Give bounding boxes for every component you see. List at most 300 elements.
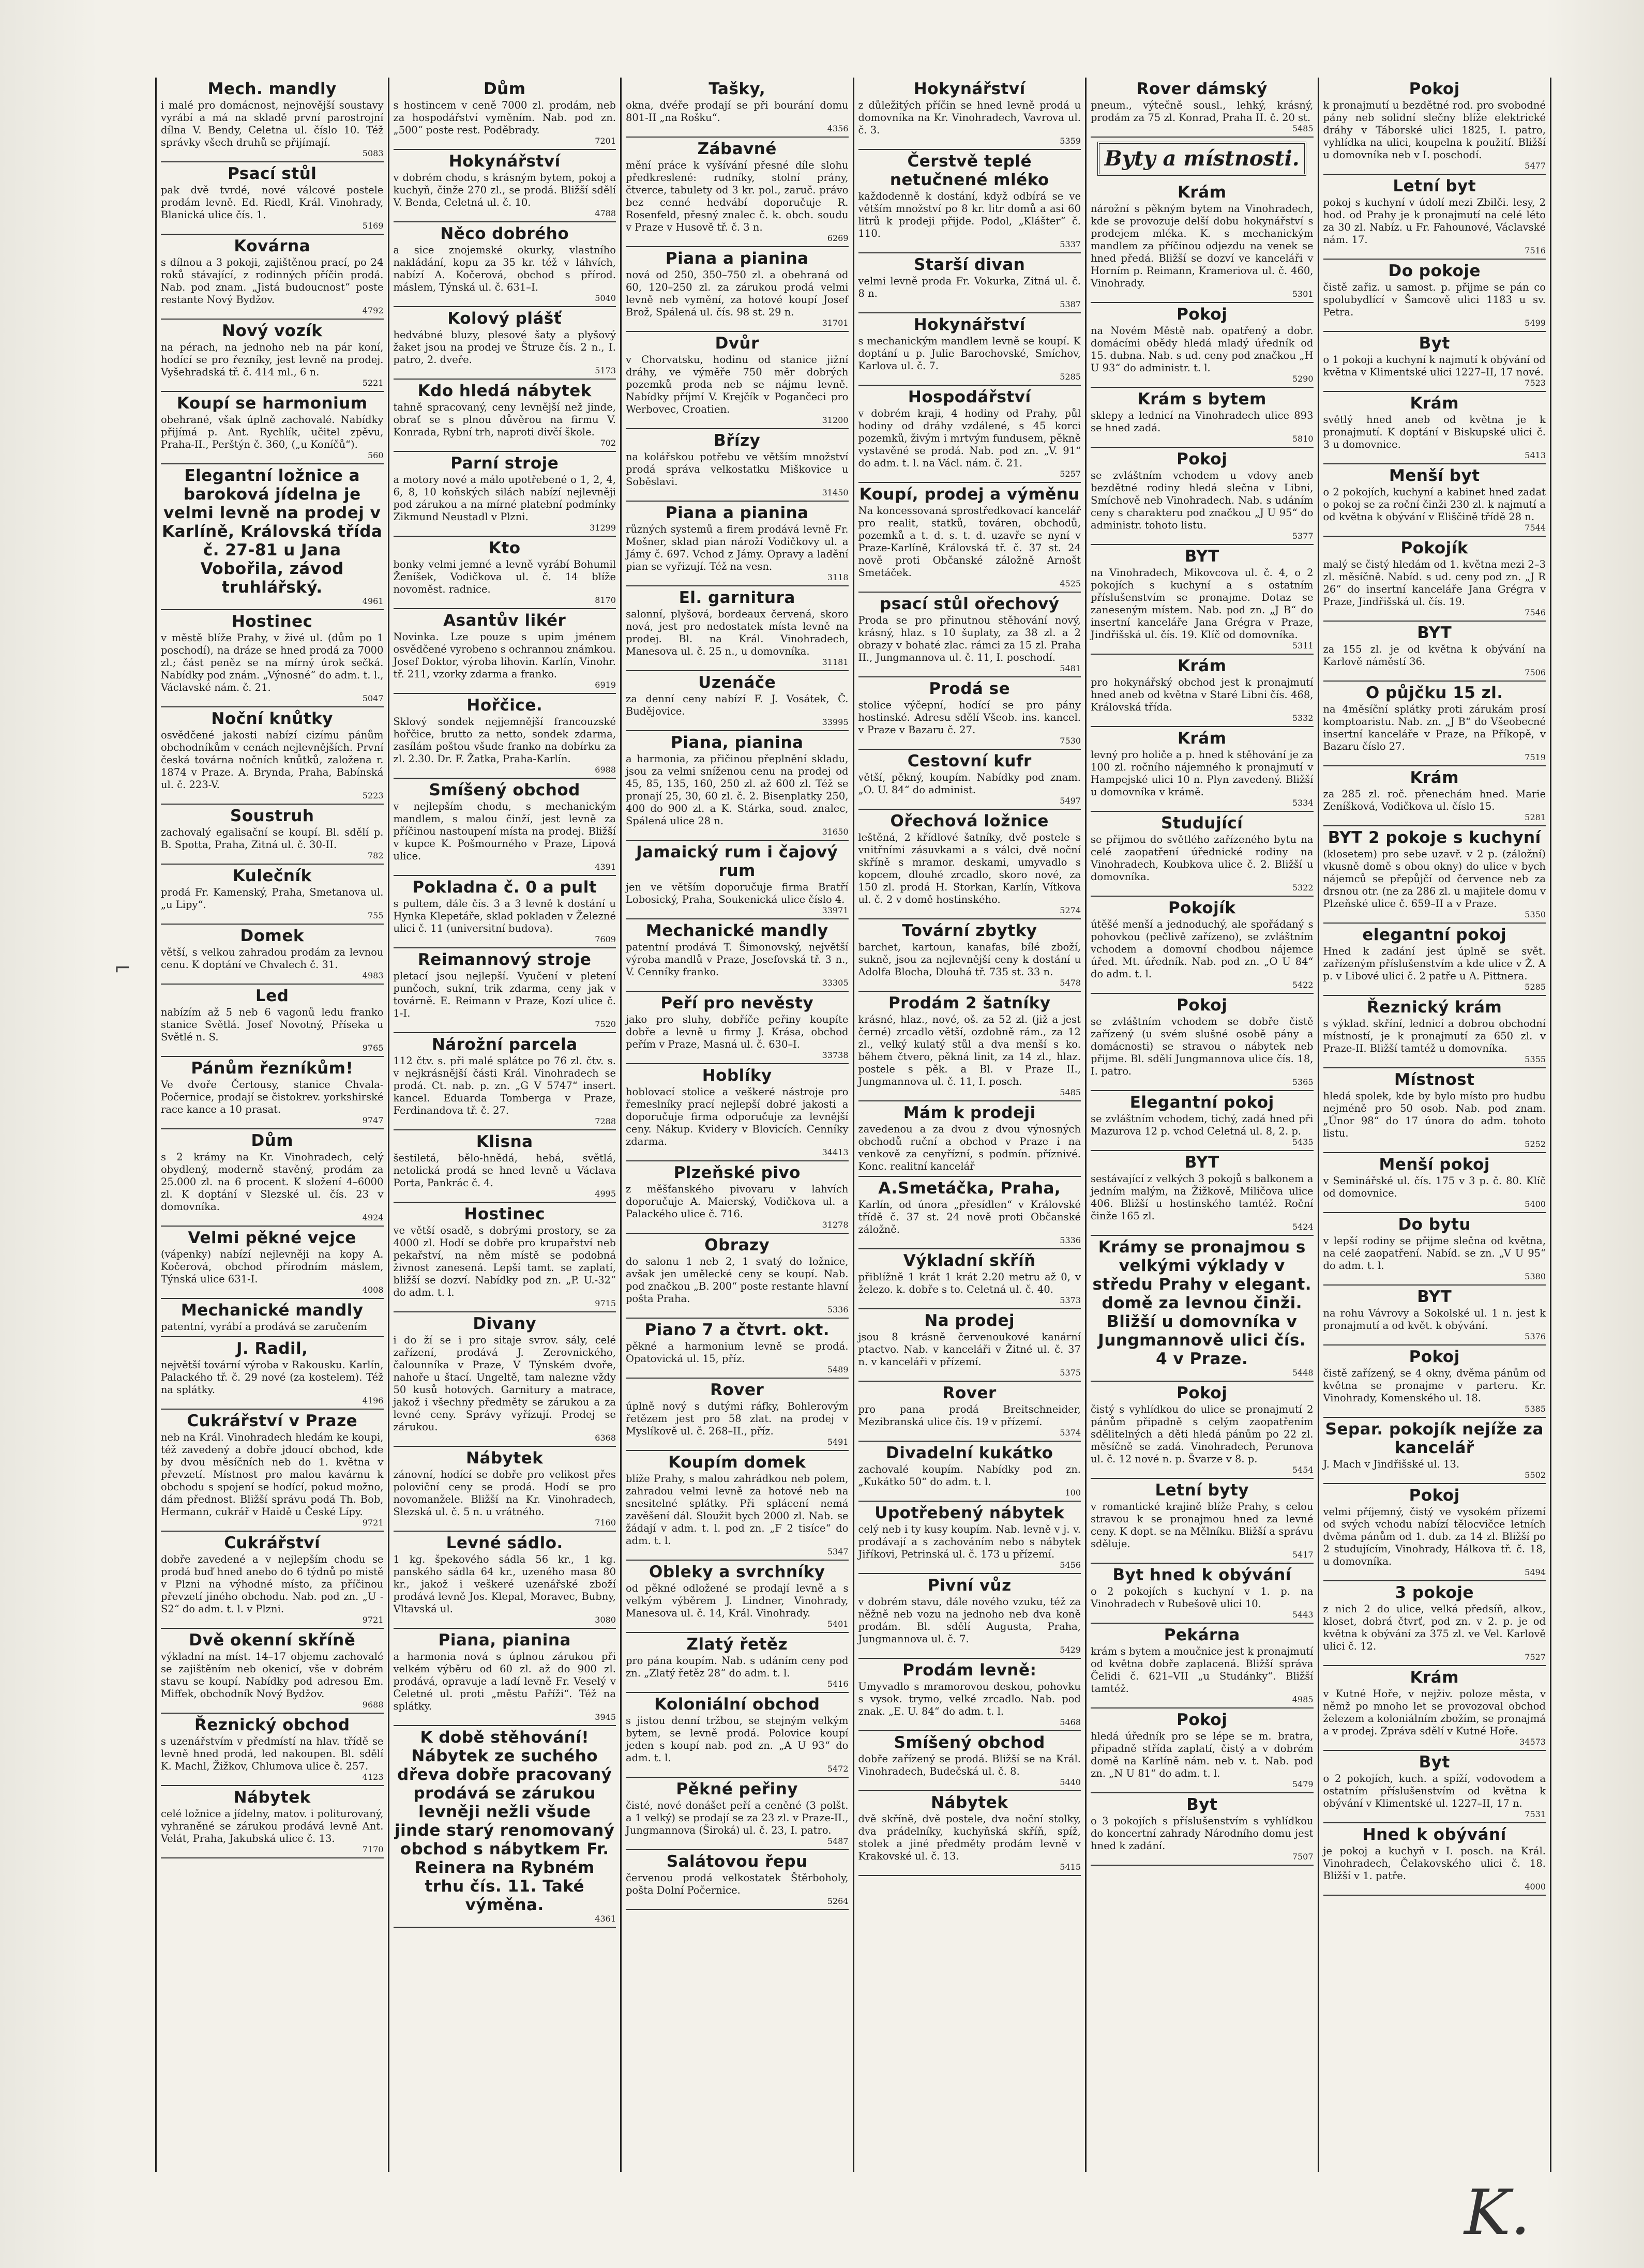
ad-heading: BYT (1417, 1288, 1452, 1306)
ad-heading: Hoblíky (702, 1066, 772, 1085)
ad-number: 5385 (1525, 1404, 1546, 1414)
ad-body: čistě zařiz. u samost. p. přijme se pán co spolubydlící v Šamcově ulici 1183 u sv. Petra. (1323, 281, 1546, 318)
ad-body: na rohu Vávrovy a Sokolské ul. 1 n. jest k pronajmutí a od květ. k obývání. (1323, 1307, 1546, 1332)
classified-ad (161, 805, 384, 865)
classified-ad (858, 1659, 1081, 1731)
classified-ad (626, 1561, 849, 1633)
ad-number: 5040 (595, 293, 616, 303)
classified-ad (1323, 537, 1546, 622)
ad-number: 8170 (595, 595, 616, 605)
ad-number: 560 (367, 450, 384, 460)
ad-heading: Řeznický krám (1367, 998, 1502, 1017)
ad-body: se zvláštním vchodem se dobře čistě zařízený (u svém slušné osobě pány a domácnosti) se stravou o nábytek neb přijme. Bl. sdělí Jungmannova ulice čís. 18, I. patro. (1091, 1016, 1314, 1077)
ad-heading: El. garnitura (678, 588, 795, 607)
column-6 (1319, 78, 1552, 2172)
ad-body: šestiletá, bělo-hnědá, hebá, světlá, netolická prodá se hned levně u Václava Porta, Pankrác č. 4. (393, 1152, 616, 1189)
ad-heading: Kulečník (232, 867, 312, 885)
ad-heading: Byt (1419, 1753, 1450, 1772)
ad-body: nová od 250, 350–750 zl. a obehraná od 60, 120–250 zl. za zárukou prodá velmi levně neb vymění, za hotové koupí Josef Brož, Spálená ul. čís. 98 st. 29 n. (626, 269, 849, 318)
ad-heading: Kolový plášť (447, 309, 562, 328)
ad-body: neb na Král. Vinohradech hledám ke koupi, též zavedený a dobře jdoucí obchod, kde by dvou měsíčních neb do 1. května v převzetí. Místnost pro malou kavárnu k obchodu s spojení se hodící, pokud možno, dám přednost. Bližší správu podá Th. Bob, Hermann, cukrář v Haidě u České Lípy. (161, 1431, 384, 1518)
ad-heading: 3 pokoje (1395, 1583, 1474, 1602)
ad-heading: Byt hned k obývání (1112, 1566, 1292, 1584)
ad-number: 5285 (1060, 372, 1081, 382)
ad-heading: O půjčku 15 zl. (1365, 684, 1503, 702)
classified-ad (161, 1410, 384, 1532)
ad-number: 5285 (1525, 982, 1546, 992)
ad-number: 7609 (595, 934, 616, 944)
classified-ad (626, 919, 849, 992)
ad-number: 5169 (362, 221, 384, 231)
ad-heading: Břízy (714, 431, 761, 450)
ad-heading: Peří pro nevěsty (660, 994, 814, 1012)
ad-body: Karlín, od února „přesídlen“ v Královské třídě č. 37 st. 24 nově proti Občanské záložně. (858, 1199, 1081, 1235)
ad-number: 5281 (1525, 812, 1546, 822)
ad-body: patentní prodává T. Šimonovský, největší výroba mandlů v Praze, Josefovská tř. 3 n., V. Cenníky franko. (626, 941, 849, 978)
ad-number: 5290 (1292, 374, 1314, 384)
ad-body: Ve dvoře Čertousy, stanice Chvala-Počernice, prodají se čistokrev. yorkshirské race kance a 10 prasat. (161, 1079, 384, 1115)
classified-ad (161, 1227, 384, 1299)
ad-number: 5301 (1292, 289, 1314, 299)
ad-body: (vápenky) nabízí nejlevněji na kopy A. Kočerová, obchod přírodním máslem, Týnská ulice 631-I. (161, 1248, 384, 1285)
classified-ad (858, 1177, 1081, 1249)
ad-body: nabízím až 5 neb 6 vagonů ledu franko stanice Světlá. Josef Novotný, Příseka u Světlé n. S. (161, 1006, 384, 1043)
ad-heading: Hořčice. (466, 696, 543, 715)
ad-heading: Mech. mandly (207, 80, 337, 98)
ad-number: 5083 (362, 148, 384, 158)
ad-number: 9715 (595, 1298, 616, 1308)
ad-heading: Řeznický obchod (194, 1716, 350, 1734)
ad-body: za denní ceny nabízí F. J. Vosátek, Č. Budějovice. (626, 693, 849, 717)
classified-ad (1091, 897, 1314, 994)
ad-heading: Dvě okenní skříně (189, 1631, 356, 1650)
ad-body: v dobrém stavu, dále nového vzuku, též za něžně neb vozu na jednoho neb dva koně prodám. Bl. sdělí Augusta, Praha, Jungmannova ul. č. 7. (858, 1596, 1081, 1645)
ad-number: 5485 (1292, 124, 1314, 133)
ad-heading: Pokoj (1409, 80, 1460, 98)
ad-number: 4361 (595, 1914, 616, 1924)
ad-body: s dílnou a 3 pokoji, zajištěnou prací, po 24 roků stávající, z rodinných příčin prodá. Nab. pod znam. „Jistá budoucnost“ poste restante Nový Bydžov. (161, 256, 384, 306)
ad-body: hedvábné bluzy, plesové šaty a plyšový žaket jsou na prodej ve Štruze čís. 2 n., I. patro, 2. dveře. (393, 329, 616, 366)
classified-ad (626, 1161, 849, 1234)
ad-heading: Čerstvě teplé netučnené mléko (889, 152, 1049, 189)
ad-number: 4961 (362, 596, 384, 606)
ad-number: 7160 (595, 1518, 616, 1528)
ad-number: 5485 (1060, 1087, 1081, 1097)
ad-number: 9747 (362, 1115, 384, 1125)
ad-number: 755 (367, 911, 384, 920)
ad-number: 9721 (362, 1615, 384, 1625)
ad-heading: Krám (1410, 768, 1459, 787)
ad-number: 31450 (822, 488, 849, 497)
ad-heading: Jamaický rum i čajový rum (636, 843, 838, 880)
ad-number: 5499 (1525, 318, 1546, 328)
classified-ad (626, 1234, 849, 1319)
ad-heading: Nábytek (466, 1449, 544, 1468)
ad-body: jen ve větším doporučuje firma Bratří Lobosický, Praha, Soukenická ulice číslo 4. (626, 881, 849, 905)
ad-number: 5347 (827, 1547, 849, 1556)
classified-ad (1091, 448, 1314, 545)
classified-ad (1091, 1624, 1314, 1708)
ad-body: čisté, nové donášet peří a ceněné (3 polšt. a 1 velký) se prodají se za 23 zl. v Praze-II., Jungmannova (Široká) ul. č. 23, I. patro. (626, 1800, 849, 1836)
ad-heading: Smíšený obchod (894, 1733, 1045, 1752)
ad-body: větší, s velkou zahradou prodám za levnou cenu. K doptání ve Chvalech č. 31. (161, 946, 384, 971)
ad-body: pro pána koupím. Nab. s udáním ceny pod zn. „Zlatý řetěz 28“ do adm. t. l. (626, 1655, 849, 1679)
ad-heading: Mám k prodeji (903, 1103, 1036, 1122)
classified-ad (394, 1033, 616, 1130)
ad-number: 5252 (1525, 1139, 1546, 1149)
classified-ad (1091, 1479, 1314, 1564)
ad-body: patentní, vyrábí a prodává se zaručením (161, 1321, 367, 1333)
classified-ad (394, 222, 616, 307)
ad-heading: Krámy se pronajmou s velkými výklady v středu Prahy v elegant. domě za levnou činži. Bližší u domovníka v Jungmannově ulici čís. 4 v Praze. (1092, 1238, 1312, 1368)
ad-body: pletací jsou nejlepší. Vyučení v pletení punčoch, sukní, trik zdarma, ceny jak v továrně. E. Reimann v Praze, Kozí ulice č. 1-I. (393, 970, 616, 1019)
ad-heading: Pokojík (1168, 899, 1236, 917)
ad-body: s hostincem v ceně 7000 zl. prodám, neb za hospodářství vyměním. Nab. pod zn. „500“ poste rest. Poděbrady. (393, 99, 616, 136)
ad-body: Umyvadlo s mramorovou deskou, pohovku s vysok. trymo, velké zrcadlo. Nab. pod znak. „E. U. 84“ do adm. t. l. (858, 1681, 1081, 1717)
ad-number: 5377 (1292, 531, 1314, 541)
ad-number: 5424 (1292, 1222, 1314, 1232)
ad-number: 5400 (1525, 1199, 1546, 1209)
ad-heading: Koupím domek (668, 1453, 806, 1472)
ad-number: 4792 (362, 306, 384, 315)
classified-ad (1323, 78, 1546, 175)
classified-ad (858, 386, 1081, 483)
classified-ad (161, 865, 384, 925)
ad-heading: Hokynářství (448, 152, 561, 171)
ad-body: stolice výčepní, hodící se pro pány hostinské. Adresu sdělí Všeob. ins. kancel. v Praze v Bazaru č. 27. (858, 699, 1081, 736)
classified-ad (626, 1778, 849, 1850)
classified-ad (394, 1629, 616, 1726)
classified-ad (394, 78, 616, 150)
ad-number: 31650 (822, 827, 849, 837)
ad-number: 7546 (1525, 608, 1546, 617)
classified-ad (858, 1382, 1081, 1442)
classified-ad (626, 1379, 849, 1451)
ad-body: zánovní, hodící se dobře pro velikost přes poloviční ceny se prodá. Hodí se pro novomanžele. Bližší na Kr. Vinohradech, Slezská ul. č. 5 n. u vrátného. (393, 1469, 616, 1518)
ad-heading: Rover (942, 1384, 997, 1402)
ad-heading: A.Smetáčka, Praha, (878, 1179, 1061, 1198)
ad-number: 5417 (1292, 1550, 1314, 1560)
ad-heading: Pokoj (1409, 1348, 1460, 1366)
ad-number: 6988 (595, 765, 616, 775)
ad-heading: Krám (1177, 183, 1227, 202)
ad-number: 5481 (1060, 663, 1081, 673)
classified-ad (1091, 1382, 1314, 1479)
ad-number: 5502 (1525, 1470, 1546, 1480)
ad-heading: Hokynářství (913, 80, 1025, 98)
ad-heading: Prodá se (929, 679, 1010, 698)
ad-heading: Separ. pokojík nejíže za kancelář (1325, 1420, 1544, 1457)
ad-number: 9688 (362, 1700, 384, 1710)
ad-number: 4356 (827, 124, 849, 133)
ad-body: o 2 pokojích, kuch. a spíží, vodovodem a ostatním příslušenstvím od května k obývání v Klimentské ul. 1227–II, 17 n. (1323, 1773, 1546, 1809)
ad-body: v Chorvatsku, hodinu od stanice jižní dráhy, ve výměře 750 měr dobrých pozemků proda neb se nájmu levně. Nabídky příjmí V. Krejčík v Pogančeci pro Werbovec, Croatien. (626, 354, 849, 415)
ad-number: 5448 (1292, 1368, 1314, 1378)
classified-ad (858, 750, 1081, 810)
classified-ad (161, 1129, 384, 1227)
classified-ad (626, 586, 849, 671)
ad-body: zachovalé koupím. Nabídky pod zn. „Kukátko 50“ do adm. t. l. (858, 1463, 1081, 1488)
ad-body: Hned k zadání jest úplně se svět. zařízeným příslušenstvím a kde ulice v Ž. A p. v Libové ulici č. 2 patře u A. Pittnera. (1323, 945, 1546, 982)
ad-number: 31299 (590, 523, 616, 533)
ad-number: 5365 (1292, 1077, 1314, 1087)
classified-ad (626, 992, 849, 1064)
classified-ad (394, 1203, 616, 1312)
ad-body: se zvláštním vchodem, tichý, zadá hned při Mazurova 12 p. vchod Celetná ul. 8, 2. p. (1091, 1113, 1314, 1137)
ad-heading: Ořechová ložnice (890, 812, 1049, 830)
column-3 (622, 78, 854, 2172)
classified-ad (394, 1130, 616, 1203)
ad-number: 5350 (1525, 910, 1546, 919)
ad-heading: Levné sádlo. (446, 1534, 563, 1552)
ad-number: 7288 (595, 1116, 616, 1126)
classified-ad (161, 78, 384, 162)
ad-body: obehrané, však úplně zachovalé. Nabídky přijímá p. Ant. Rychlík, učitel zpěvu, Praha-II., Perštýn č. 360, („u Koníčů“). (161, 414, 384, 450)
ad-heading: Pokoj (1177, 996, 1228, 1015)
ad-number: 5257 (1060, 469, 1081, 479)
ad-body: osvědčené jakosti nabízí cizímu pánům obchodníkům v cenách nejlevnějších. První česká továrna nočních knůtků, založena r. 1874 v Praze. A. Brynda, Praha, Babínská ul. č. 223-V. (161, 729, 384, 791)
ad-number: 4196 (362, 1396, 384, 1405)
ad-body: tahně spracovaný, ceny levnější než jinde, obrať se s plnou důvěrou na firmu V. Konrada, Rybní trh, naproti divčí škole. (393, 401, 616, 438)
classified-ad (161, 1532, 384, 1629)
ad-number: 33738 (822, 1050, 849, 1060)
classified-ad (626, 1693, 849, 1778)
ad-body: s jistou denní tržbou, se stejným velkým bytem, se levně prodá. Polovice koupí jeden s koupí nab. pod zn. „A U 93“ do adm. t. l. (626, 1715, 849, 1764)
classified-ad (161, 1629, 384, 1714)
ad-number: 5336 (1060, 1235, 1081, 1245)
classified-ad (1323, 996, 1546, 1068)
ad-number: 33971 (822, 905, 849, 915)
ad-body: pro hokynářský obchod jest k pronajmutí hned aneb od května v Staré Libni čís. 468, Královská třída. (1091, 676, 1314, 713)
ad-body: a harmonia nová s úplnou zárukou při velkém výběru od 60 zl. až do 900 zl. prodává, opravuje a ladí levně Fr. Veselý v Celetné ul. proti „městu Paříži“. Též na splátky. (393, 1651, 616, 1712)
classified-ad (1091, 812, 1314, 897)
ad-body: 1 kg. špekového sádla 56 kr., 1 kg. panského sádla 64 kr., uzeného masa 80 kr., jakož i veškeré uzenářské zboží prodává levně Jos. Klepal, Moravec, Bubny, Vltavská ul. (393, 1553, 616, 1615)
ad-heading: Piana, pianina (671, 733, 804, 752)
ad-body: sestávající z velkých 3 pokojů s balkonem a jedním malým, na Žižkově, Miličova ulice 406. Bližší u hostinského tamtéž. Roční činže 165 zl. (1091, 1173, 1314, 1222)
ad-heading: Do pokoje (1388, 262, 1481, 280)
ad-number: 5468 (1060, 1717, 1081, 1727)
ad-heading: Hospodářství (908, 388, 1031, 406)
ad-heading: Studující (1161, 814, 1243, 833)
ad-body: na pérach, na jednoho neb na pár koní, hodící se pro řezníky, jest levně na prodej. Vyšehradská tř. č. 414 ml., 6 n. (161, 341, 384, 378)
classified-ad (161, 925, 384, 985)
ad-number: 5380 (1525, 1272, 1546, 1281)
ad-number: 5435 (1292, 1137, 1314, 1147)
ad-heading: Dvůr (715, 334, 759, 353)
classified-ad (394, 876, 616, 948)
ad-heading: BYT (1184, 1153, 1219, 1172)
ad-body: prodá Fr. Kamenský, Praha, Smetanova ul. „u Lipy“. (161, 886, 384, 911)
classified-ad (1091, 1793, 1314, 1866)
ad-number: 5497 (1060, 796, 1081, 806)
ad-number: 5223 (362, 791, 384, 800)
ad-number: 5472 (827, 1764, 849, 1774)
ad-heading: Pokojík (1400, 539, 1468, 557)
classified-ad (161, 1337, 384, 1410)
ad-body: malý se čistý hledám od 1. května mezi 2–3 zl. měsíčně. Nabíd. s ud. ceny pod zn. „J R 26“ do insertní kanceláře Jana Grégra v Praze, Jindřišská ul. čís. 19. (1323, 558, 1546, 608)
ad-heading: Menší pokoj (1379, 1155, 1490, 1174)
ad-heading: Něco dobrého (440, 224, 569, 243)
ad-heading: Hned k obývání (1362, 1825, 1506, 1844)
ad-heading: Noční knůtky (211, 709, 333, 728)
ad-body: různých systemů a firem prodává levně Fr. Mošner, sklad pian nároží Vodičkovy ul. a Jámy č. 697. Vchod z Jámy. Opravy a ladění pian se vyřizují. Též na vesn. (626, 523, 849, 572)
ad-heading: Piana, pianina (438, 1631, 571, 1650)
ad-heading: Na prodej (924, 1311, 1015, 1330)
ad-number: 4995 (595, 1189, 616, 1199)
ad-body: do salonu 1 neb 2, 1 svatý do ložnice, avšak jen umělecké ceny se koupí. Nab. pod značkou „B. 200“ poste restante hlavní pošta Praha. (626, 1256, 849, 1305)
ad-body: blíže Prahy, s malou zahrádkou neb polem, zahradou velmi levně za hotové neb na snesitelné splátky. Při splácení nemá zavěšení dál. Sloužit bych 2000 zl. Nab. se žádají v adm. t. l. pod zn. „F 2 tisíce“ do adm. t. l. (626, 1473, 849, 1547)
ad-number: 5416 (827, 1679, 849, 1689)
classified-ad (858, 810, 1081, 919)
ad-body: hoblovací stolice a veškeré nástroje pro řemeslníky prací nejlepší dobré jakosti a doporučuje firma odporučuje za levnější ceny. Nákup. Kvidery v Blovicích. Cenníky zdarma. (626, 1086, 849, 1147)
classified-ad (858, 1574, 1081, 1659)
ad-number: 7519 (1525, 752, 1546, 762)
classified-ad (858, 313, 1081, 386)
ad-heading: Pokoj (1177, 305, 1228, 324)
ad-heading: Psací stůl (228, 164, 317, 183)
ad-heading: Elegantní ložnice a baroková jídelna je velmi levně na prodej v Karlíně, Královská třída č. 27-81 u Jana Vobořila, závod truhlářský. (162, 466, 383, 597)
ad-body: Na koncessovaná sprostředkovací kancelář pro realit, statků, továren, obchodů, pozemků a t. d. s. t. d. uzavře se nyní v Praze-Karlíně, Královská tř. č. 37 st. 24 nově proti Občanské záložně Arnošt Smetáček. (858, 505, 1081, 579)
ad-heading: Místnost (1394, 1070, 1475, 1089)
ad-heading: Prodám levně: (902, 1661, 1037, 1680)
classified-ad (394, 779, 616, 876)
ad-heading: Mechanické mandly (180, 1301, 364, 1320)
ad-heading: Mechanické mandly (645, 921, 828, 940)
classified-ad (858, 1309, 1081, 1382)
ad-number: 31181 (822, 657, 849, 667)
classified-ad (1323, 826, 1546, 924)
classified-ad (1323, 1484, 1546, 1581)
classified-ad (1091, 181, 1314, 303)
ad-body: čistý s vyhlídkou do ulice se pronajmutí 2 pánům připadně s celým zaopatřením sdělitelných a děti hledá pánům po 22 zl. měsíčně se zadá. Vinohradech, Perunova ul. č. 12 nové n. p. Švarze v 8. p. (1091, 1403, 1314, 1465)
classified-ad (1323, 924, 1546, 996)
ad-heading: Kovárna (234, 237, 311, 255)
ad-number: 7530 (1060, 736, 1081, 746)
ad-heading: Rover dámský (1136, 80, 1268, 98)
classified-ad (626, 1451, 849, 1561)
ad-body: nárožní s pěkným bytem na Vinohradech, kde se provozuje delší dobu hokynářství s prodejem mléka. K. s mechanickým mandlem za příčinou odjezdu na venek se hned předá. Bližší se dozví ve kanceláři v Horním p. Reimann, Krameriova ul. č. 460, Vinohrady. (1091, 203, 1314, 289)
classified-ad (161, 320, 384, 392)
ad-number: 5479 (1292, 1779, 1314, 1789)
ad-number: 5355 (1525, 1054, 1546, 1064)
ad-heading: Pokoj (1177, 1711, 1228, 1729)
ad-body: se zvláštním vchodem u vdovy aneb bezdětné rodiny hledá slečna v Libni, Smíchově neb Vinohradech. Nab. s udáním ceny s charakteru pod značkou „J U 95“ do administr. tohoto listu. (1091, 470, 1314, 531)
ad-body: i malé pro domácnost, nejnovější soustavy vyrábí a má na skladě první parostrojní dílna V. Bendy, Celetna ul. číslo 10. Též správky všech druhů se přijímají. (161, 99, 384, 148)
classified-ad (858, 1791, 1081, 1876)
ad-heading: Letní byt (1393, 177, 1476, 195)
ad-body: pak dvě tvrdé, nové válcové postele prodám levně. Ed. Riedl, Král. Vinohrady, Blanická ulice čís. 1. (161, 184, 384, 221)
classified-ad (858, 483, 1081, 593)
classified-ad (1091, 545, 1314, 655)
ad-heading: Uzenáče (698, 673, 776, 692)
classified-ad (858, 593, 1081, 677)
classified-ad (1323, 464, 1546, 537)
ad-number: 9721 (362, 1518, 384, 1528)
ad-heading: Cukrářství v Praze (187, 1412, 358, 1430)
classified-ad (626, 1850, 849, 1910)
ad-number: 702 (600, 438, 616, 448)
classified-ad (161, 610, 384, 707)
ad-body: čistě zařízený, se 4 okny, dvěma pánům od května se pronajme v parteru. Kr. Vinohrady, Komenského ul. 18. (1323, 1367, 1546, 1404)
classified-ad (858, 992, 1081, 1101)
ad-heading: Hostinec (231, 612, 313, 631)
ad-heading: Led (255, 987, 289, 1005)
classified-ad (858, 677, 1081, 750)
ad-number: 5456 (1060, 1560, 1081, 1570)
ad-heading: Hokynářství (913, 315, 1025, 334)
ad-heading: Salátovou řepu (666, 1852, 808, 1871)
ad-body: 112 čtv. s. při malé splátce po 76 zl. čtv. s. v nejkrásnější části Král. Vinohradech se prodá. Ct. nab. p. zn. „G V 5747“ insert. kancel. Eduarda Tomberga v Praze, Ferdinandova tř. č. 27. (393, 1055, 616, 1116)
ad-body: celý neb i ty kusy koupím. Nab. levně v j. v. prodávají a s zachováním nebo s nábytek Jiříkovi, Petrinská ul. č. 173 u přízemí. (858, 1523, 1081, 1560)
ad-body: s uzenářstvím v předmístí na hlav. třídě se levně hned prodá, led nakoupen. Bl. sdělí K. Machl, Žižkov, Chlumova ulice č. 257. (161, 1735, 384, 1772)
classified-ad (626, 1064, 849, 1161)
ad-number: 4924 (362, 1213, 384, 1222)
ad-body: v městě blíže Prahy, v živé ul. (dům po 1 poschodí), na dráze se hned prodá za 7000 zl.; část peněz se na mírný úrok sečká. Nabídky pod znám. „Výnosné“ do adm. t. l., Václavské nám. č. 21. (161, 632, 384, 693)
classified-ad (1091, 78, 1314, 138)
ad-number: 7170 (362, 1844, 384, 1854)
ad-body: s 2 krámy na Kr. Vinohradech, celý obydlený, moderně stavěný, prodám za 25.000 zl. na 6 procent. K složení 4–6000 zl. K doptání v Slezské ul. čís. 23 v domovníka. (161, 1151, 384, 1213)
column-1 (155, 78, 389, 2172)
ad-number: 3945 (595, 1712, 616, 1722)
ad-heading: Plzeňské pivo (673, 1163, 801, 1182)
ad-heading: Pivní vůz (927, 1576, 1012, 1595)
classified-ad (1091, 1151, 1314, 1236)
classified-ad (161, 707, 384, 805)
ad-body: velmi levně proda Fr. Vokurka, Zitná ul. č. 8 n. (858, 275, 1081, 299)
ad-heading: Pěkné peřiny (676, 1780, 798, 1798)
ad-body: okna, dvéře prodají se při bourání domu 801-II „na Rošku“. (626, 99, 849, 124)
classified-ad (626, 502, 849, 586)
ad-heading: Dům (483, 80, 526, 98)
ad-number: 5311 (1292, 641, 1314, 651)
ad-number: 7520 (595, 1019, 616, 1029)
ad-body: o 2 pokojích, kuchyní a kabinet hned zadat o pokoj se za roční činži 230 zl. k najmutí a od května k obývání v Eliščině třídě 28 n. (1323, 486, 1546, 523)
classified-ad (1323, 1286, 1546, 1345)
ad-body: úplně nový s dutými ráfky, Bohlerovým řetězem jest pro 58 zlat. na prodej v Myslíkově ul. č. 268–II., příz. (626, 1400, 849, 1437)
ad-number: 31701 (822, 318, 849, 328)
ad-number: 5491 (827, 1437, 849, 1447)
ad-heading: Divadelní kukátko (886, 1444, 1053, 1462)
ad-number: 5322 (1292, 883, 1314, 893)
ad-heading: Parní stroje (450, 454, 559, 473)
ad-body: a harmonia, za přičinou přeplnění skladu, jsou za velmi sníženou cenu na prodej od 45, 85, 135, 160, 250 zl. až 600 zl. Též se pronají 25, 30, 60 zl. č. 2. Bisenplatky 250, 400 do 900 zl. a K. Stárka, soud. znalec, Spálená ulice 28 n. (626, 753, 849, 827)
ad-number: 7506 (1525, 668, 1546, 677)
ad-heading: Hostinec (464, 1205, 546, 1223)
ad-number: 33995 (822, 717, 849, 727)
classified-ad (394, 1447, 616, 1532)
ad-number: 4391 (595, 862, 616, 872)
ad-heading: Letní byty (1155, 1481, 1249, 1500)
classified-ad (858, 253, 1081, 313)
classified-ad (1323, 332, 1546, 392)
ad-number: 5336 (827, 1305, 849, 1314)
ad-body: (klosetem) pro sebe uzavř. v 2 p. (záložní) vkusně domě s obou okny) do ulice v bych nájemců se přepůjčí od července neb za drsnou otr. (ne za 286 zl. u majitele domu v Plzeňské ulice č. 659–II a v Praze. (1323, 848, 1546, 910)
ad-number: 5487 (827, 1836, 849, 1846)
classified-ad (161, 1299, 384, 1337)
ad-number: 34413 (822, 1147, 849, 1157)
ad-heading: Nárožní parcela (431, 1035, 578, 1054)
classified-ad (858, 78, 1081, 150)
classified-ad (626, 429, 849, 502)
ad-heading: Výkladní skříň (903, 1251, 1036, 1270)
ad-body: barchet, kartoun, kanafas, bílé zboží, sukně, jsou za nejlevnější ceny k dostání u Adolfa Blocha, Dlouhá tř. 735 st. 33 n. (858, 941, 1081, 978)
ad-body: Proda se pro přinutnou stěhování nový, krásný, hlaz. s 10 šuplaty, za 38 zl. a 2 obrazy v bohaté zlac. rámci za 15 zl. Praha II., Jungmannova ul. č. 11, I. poschodí. (858, 614, 1081, 663)
ad-number: 782 (367, 851, 384, 860)
classified-ad (1323, 682, 1546, 766)
ad-number: 34573 (1519, 1737, 1546, 1747)
classified-ad (858, 1101, 1081, 1177)
classified-ad (858, 150, 1081, 253)
